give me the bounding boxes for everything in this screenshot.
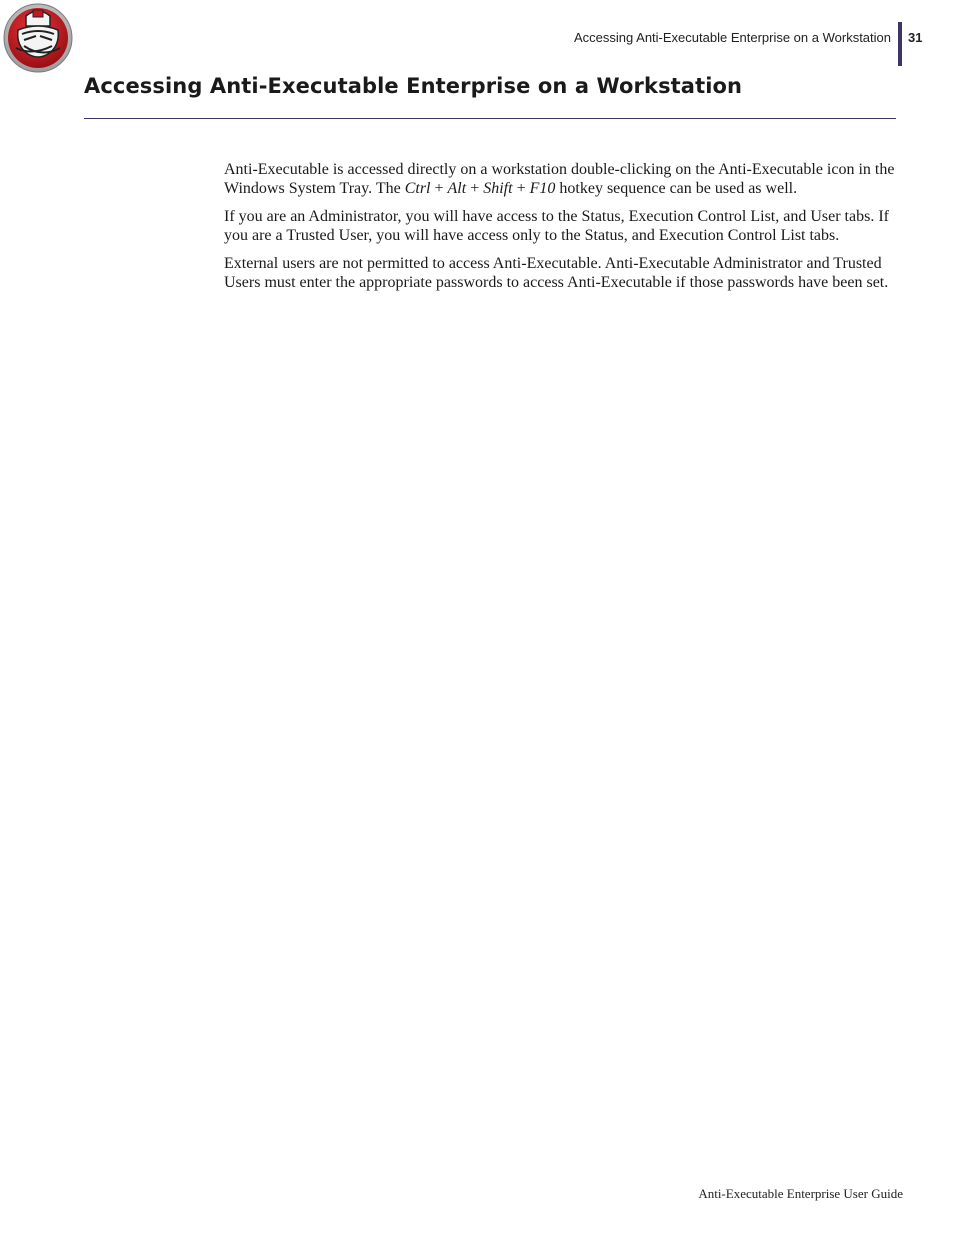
paragraph-external-users: External users are not permitted to access Anti-Executable. Anti-Executable Administrator and Trusted Users must enter the appropriate passwords to access Anti-Executable if those passwords have been set. <box>224 255 889 291</box>
running-header-title: Accessing Anti-Executable Enterprise on a Workstation <box>574 30 891 45</box>
title-rule <box>84 118 896 119</box>
hotkey-shift: Shift <box>483 180 513 197</box>
footer-guide-title: Anti-Executable Enterprise User Guide <box>698 1186 903 1201</box>
section-title: Accessing Anti-Executable Enterprise on a Workstation <box>84 74 743 98</box>
p1-plus-2: + <box>466 180 484 197</box>
p1-text-2: hotkey sequence can be used as well. <box>555 180 798 197</box>
paragraph-user-access: If you are an Administrator, you will have access to the Status, Execution Control List, and User tabs. If you are a Trusted User, you will have access only to the Status, and Execution Control List tabs. <box>224 208 889 244</box>
hotkey-ctrl: Ctrl <box>404 180 431 197</box>
p1-plus-3: + <box>512 180 530 197</box>
hotkey-alt: Alt <box>447 180 467 197</box>
header-divider-bar <box>898 22 902 66</box>
faronics-mascot-logo-icon <box>2 2 74 74</box>
hotkey-f10: F10 <box>529 180 556 197</box>
p1-text-1: Anti-Executable is accessed directly on a workstation double-clicking on the Anti-Executable icon in the Windows System Tray. The <box>224 161 895 197</box>
paragraph-access-methods <box>224 160 896 198</box>
p1-plus-1: + <box>430 180 448 197</box>
body-text <box>224 160 896 301</box>
page-number: 31 <box>908 30 923 45</box>
